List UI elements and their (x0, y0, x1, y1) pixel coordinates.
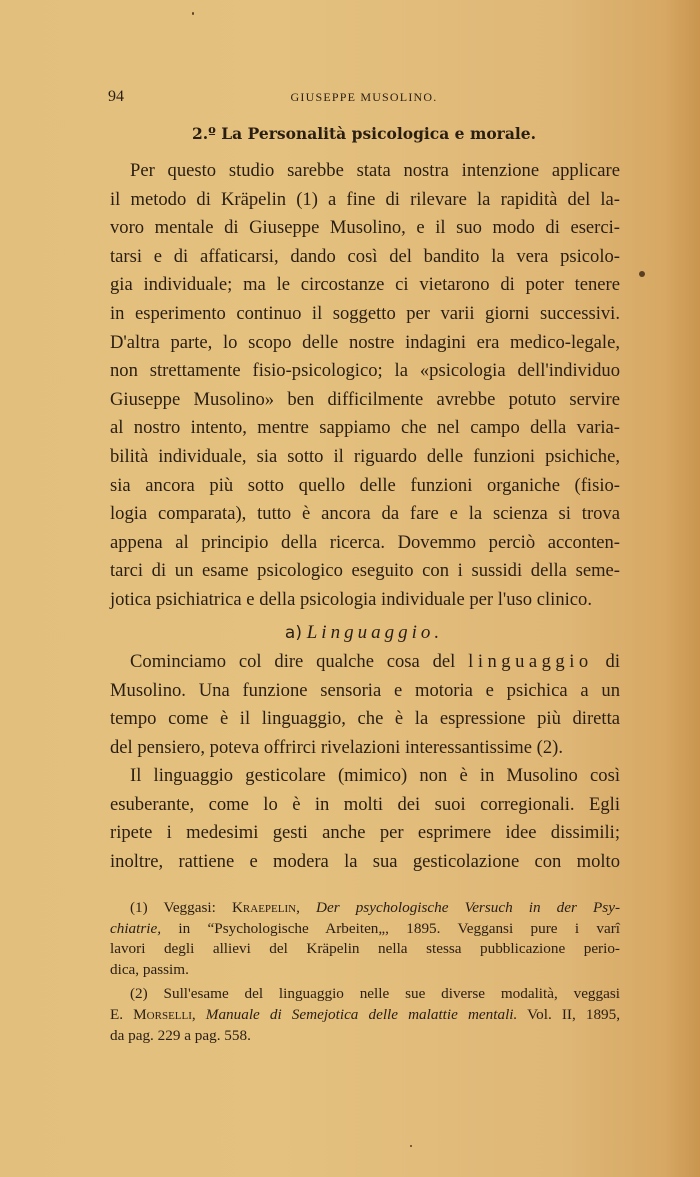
text-run: Cominciamo col dire qualche cosa del (130, 651, 456, 672)
text-line: tarci di un esame psicologico eseguito con i sussidi della seme- (110, 560, 620, 582)
text-line: D'altra parte, lo scopo delle nostre indagini era medico-legale, (110, 331, 620, 353)
text-line: Musolino. Una funzione sensoria e motoria e psichica a un (110, 679, 620, 701)
paper-speck (192, 12, 194, 15)
footnotes (110, 898, 620, 1046)
footnote-title: chiatrie, (110, 919, 162, 937)
running-head (108, 88, 620, 108)
section-title: 2.º La Personalità psicologica e morale. (191, 124, 537, 143)
footnote-1-line (110, 898, 620, 919)
text-line: tarsi e di affaticarsi, dando così del bandito la vera psicolo- (110, 245, 620, 267)
footnote-title: Der psychologische Versuch in der Psy- (316, 899, 621, 916)
page-number: 94 (108, 88, 124, 105)
text-line (110, 648, 620, 677)
paragraph-gesture (110, 762, 620, 876)
paragraph-linguaggio-intro (110, 648, 620, 762)
text-line: voro mentale di Giuseppe Musolino, e il suo modo di eserci- (110, 217, 620, 239)
subheading-linguaggio (108, 622, 620, 644)
footnote-marker: (1) Veggasi: (130, 899, 216, 916)
text-line: logia comparata), tutto è ancora da fare e la scienza si trova (110, 503, 620, 525)
text-line: il metodo di Kräpelin (1) a fine di rilevare la rapidità del la- (110, 188, 620, 210)
text-line: al nostro intento, mentre sappiamo che nel campo della varia- (110, 417, 620, 439)
subheading-word: Linguaggio. (306, 622, 444, 643)
footnote-author: Kraepelin, (231, 899, 300, 916)
paper-speck (410, 1145, 412, 1147)
text-line: del pensiero, poteva offrirci rivelazioni interessantissime (2). (110, 736, 563, 758)
text-line: sia ancora più sotto quello delle funzioni organiche (fisio- (110, 474, 620, 496)
subheading-letter: a) (284, 623, 302, 643)
text-line: in esperimento continuo il soggetto per varii giorni successivi. (110, 302, 620, 324)
text-line: Il linguaggio gesticolare (mimico) non è in Musolino così (130, 765, 620, 786)
text-run: di (605, 651, 620, 672)
text-line: jotica psichiatrica e della psicologia individuale per l'uso clinico. (110, 588, 592, 610)
text-line: non strettamente fisio-psicologico; la «psicologia dell'individuo (110, 360, 620, 382)
text-line: gia individuale; ma le circostanze ci vietarono di poter tenere (110, 274, 620, 296)
text-line: ripete i medesimi gesti anche per esprimere idee dissimili; (110, 822, 620, 844)
text-line: Per questo studio sarebbe stata nostra intenzione applicare (130, 160, 620, 181)
text-line: tempo come è il linguaggio, che è la espressione più diretta (110, 708, 620, 730)
text-run: E. (110, 1005, 124, 1023)
text-run: Vol. II, 1895, (527, 1005, 621, 1023)
footnote-2-line: (2) Sull'esame del linguaggio nelle sue diverse modalità, veggasi (130, 985, 620, 1003)
text-line: appena al principio della ricerca. Dovemmo perciò acconten- (110, 531, 620, 553)
footnote-2-line: da pag. 229 a pag. 558. (110, 1026, 251, 1044)
footnote-1-line: lavori degli allievi del Kräpelin nella stessa pubblicazione perio- (110, 940, 620, 958)
footnote-title: Manuale di Semejotica delle malattie mentali. (205, 1005, 518, 1023)
footnote-2-line (110, 1005, 620, 1026)
footnote-author: Morselli, (133, 1005, 196, 1023)
footnote-1-line (110, 919, 620, 940)
text-line: esuberante, come lo è in molti dei suoi corregionali. Egli (110, 793, 620, 815)
paper-speck (639, 271, 645, 277)
text-line: bilità individuale, sia sotto il riguardo delle funzioni psichiche, (110, 445, 620, 467)
spaced-term: linguaggio (468, 651, 593, 672)
text-run: in “Psychologische Arbeiten„, 1895. Veggansi pure i varî (178, 919, 620, 937)
text-line: inoltre, rattiene e modera la sua gesticolazione con molto (110, 850, 620, 872)
text-line: Giuseppe Musolino» ben difficilmente avrebbe potuto servire (110, 388, 620, 410)
footnote-1-line: dica, passim. (110, 960, 189, 978)
running-title: GIUSEPPE MUSOLINO. (290, 90, 438, 104)
paragraph-methodology (110, 157, 620, 615)
